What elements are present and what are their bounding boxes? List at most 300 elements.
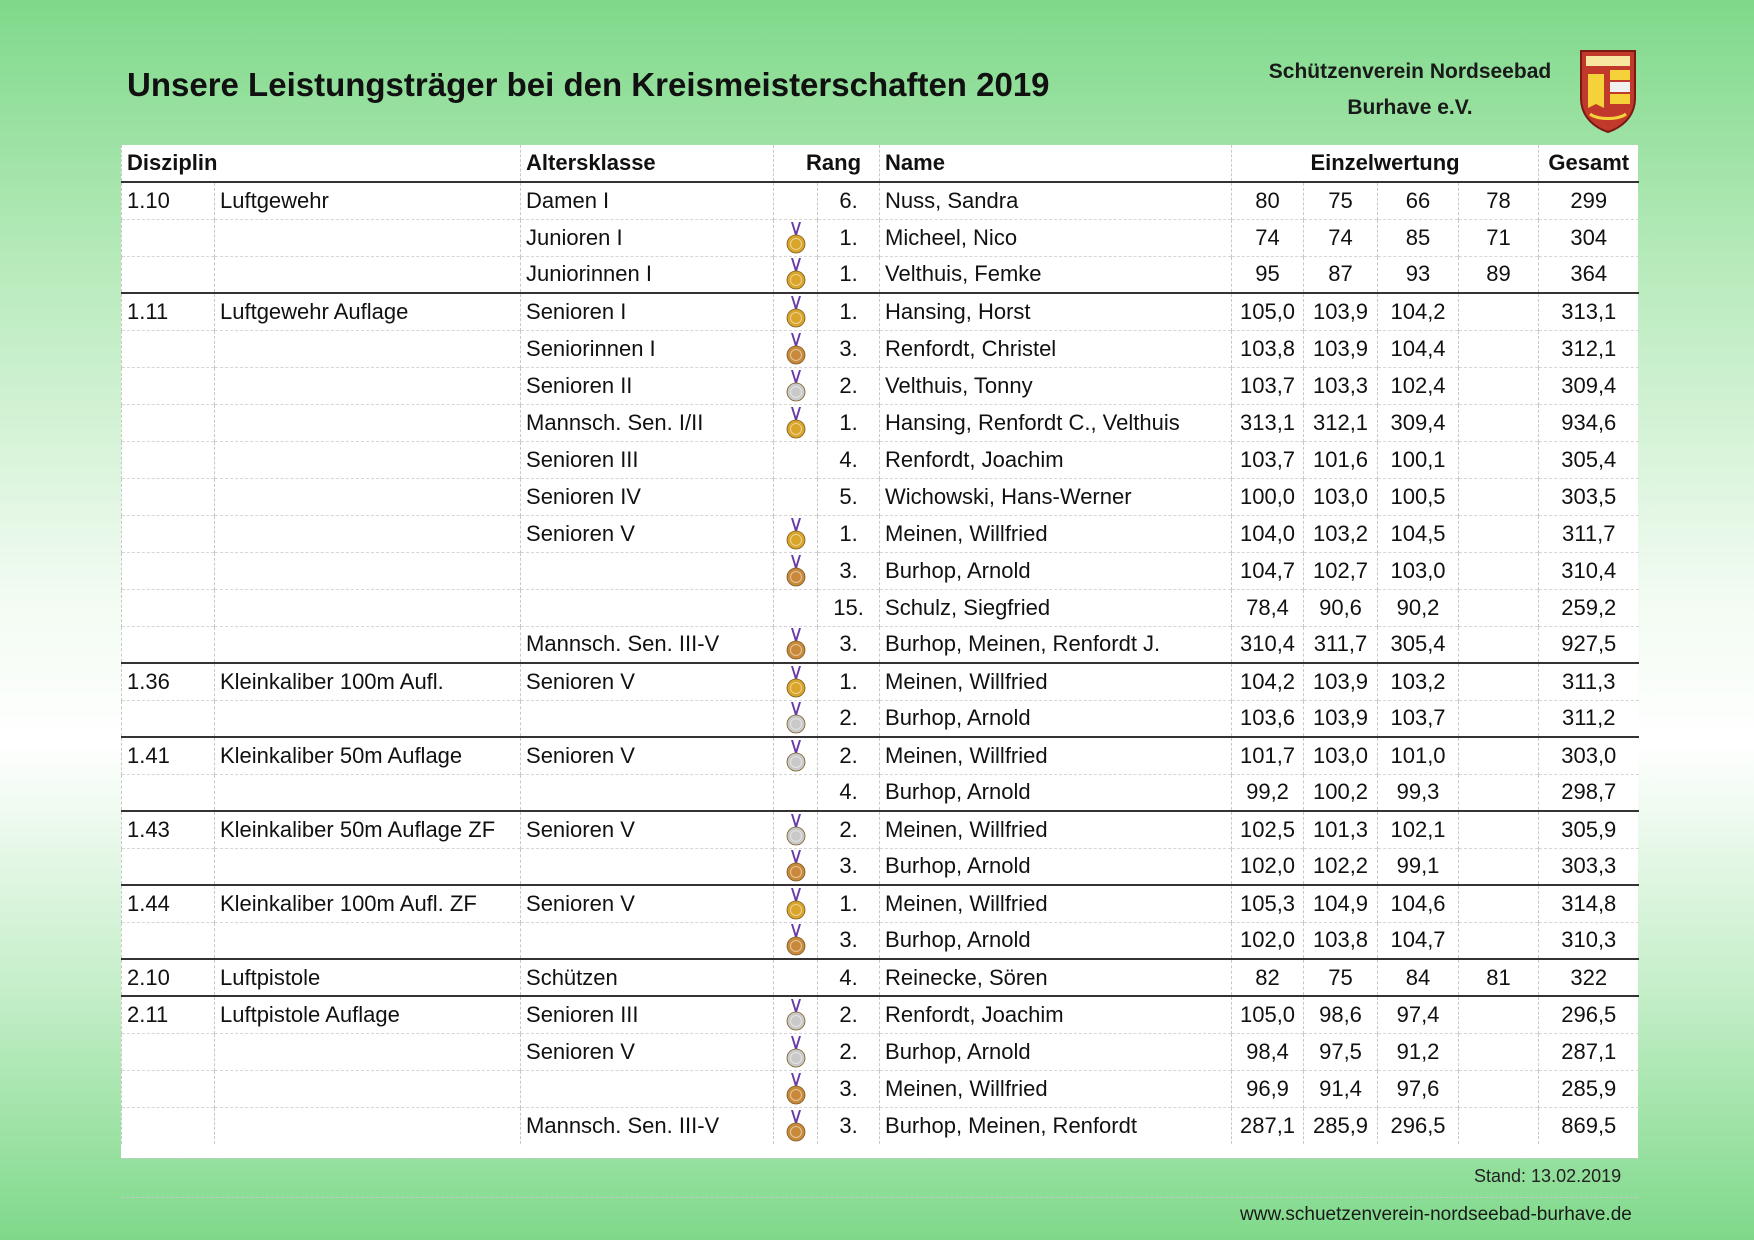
row-nr <box>122 256 215 293</box>
row-nr: 2.11 <box>122 996 215 1033</box>
row-altersklasse <box>521 922 774 959</box>
silver-medal-icon <box>786 1035 806 1069</box>
table-row <box>122 1033 1639 1070</box>
row-einzel-4 <box>1459 441 1539 478</box>
row-gesamt: 311,7 <box>1539 515 1639 552</box>
row-gesamt: 314,8 <box>1539 885 1639 922</box>
row-einzel-4 <box>1459 1033 1539 1070</box>
row-altersklasse: Senioren V <box>521 663 774 700</box>
row-gesamt: 299 <box>1539 182 1639 219</box>
row-gesamt: 303,5 <box>1539 478 1639 515</box>
row-nr <box>122 515 215 552</box>
row-name: Renfordt, Joachim <box>880 441 1232 478</box>
website-url[interactable]: www.schuetzenverein-nordseebad-burhave.de <box>1240 1204 1632 1225</box>
bronze-medal-icon <box>786 923 806 957</box>
row-einzel-1: 82 <box>1232 959 1304 996</box>
row-rang: 4. <box>818 774 880 811</box>
row-medal <box>774 404 818 441</box>
row-einzel-2: 103,9 <box>1304 700 1378 737</box>
row-rang: 1. <box>818 404 880 441</box>
row-gesamt: 303,3 <box>1539 848 1639 885</box>
row-gesamt: 311,3 <box>1539 663 1639 700</box>
club-crest-icon <box>1578 48 1638 134</box>
row-gesamt: 311,2 <box>1539 700 1639 737</box>
gold-medal-icon <box>786 665 806 699</box>
row-einzel-1: 104,2 <box>1232 663 1304 700</box>
row-rang: 3. <box>818 922 880 959</box>
row-disziplin <box>215 774 521 811</box>
row-name: Burhop, Meinen, Renfordt J. <box>880 626 1232 663</box>
row-rang: 5. <box>818 478 880 515</box>
row-name: Meinen, Willfried <box>880 737 1232 774</box>
row-altersklasse: Senioren IV <box>521 478 774 515</box>
row-rang: 1. <box>818 219 880 256</box>
row-disziplin: Kleinkaliber 100m Aufl. ZF <box>215 885 521 922</box>
row-gesamt: 309,4 <box>1539 367 1639 404</box>
row-einzel-3: 100,5 <box>1378 478 1459 515</box>
row-gesamt: 313,1 <box>1539 293 1639 330</box>
bronze-medal-icon <box>786 1072 806 1106</box>
table-row <box>122 515 1639 552</box>
row-einzel-4 <box>1459 330 1539 367</box>
row-einzel-3: 93 <box>1378 256 1459 293</box>
row-einzel-4 <box>1459 848 1539 885</box>
row-einzel-2: 97,5 <box>1304 1033 1378 1070</box>
row-einzel-1: 102,0 <box>1232 848 1304 885</box>
row-disziplin: Kleinkaliber 50m Auflage ZF <box>215 811 521 848</box>
row-name: Micheel, Nico <box>880 219 1232 256</box>
row-altersklasse: Seniorinnen I <box>521 330 774 367</box>
row-name: Meinen, Willfried <box>880 885 1232 922</box>
row-einzel-1: 103,8 <box>1232 330 1304 367</box>
row-disziplin: Luftpistole Auflage <box>215 996 521 1033</box>
row-nr <box>122 700 215 737</box>
row-rang: 2. <box>818 811 880 848</box>
row-medal <box>774 848 818 885</box>
row-altersklasse <box>521 1070 774 1107</box>
table-row <box>122 626 1639 663</box>
table-row <box>122 256 1639 293</box>
row-nr <box>122 404 215 441</box>
row-name: Meinen, Willfried <box>880 811 1232 848</box>
row-einzel-2: 103,0 <box>1304 478 1378 515</box>
row-einzel-3: 97,4 <box>1378 996 1459 1033</box>
row-medal <box>774 367 818 404</box>
row-einzel-3: 104,7 <box>1378 922 1459 959</box>
row-disziplin <box>215 1107 521 1144</box>
row-altersklasse: Schützen <box>521 959 774 996</box>
row-medal <box>774 515 818 552</box>
row-einzel-2: 87 <box>1304 256 1378 293</box>
club-name-line-2: Burhave e.V. <box>1347 96 1473 119</box>
row-name: Schulz, Siegfried <box>880 589 1232 626</box>
row-nr <box>122 589 215 626</box>
row-altersklasse: Senioren V <box>521 885 774 922</box>
row-disziplin: Kleinkaliber 100m Aufl. <box>215 663 521 700</box>
row-name: Hansing, Horst <box>880 293 1232 330</box>
row-rang: 1. <box>818 256 880 293</box>
row-altersklasse: Senioren II <box>521 367 774 404</box>
row-altersklasse: Senioren V <box>521 515 774 552</box>
table-row <box>122 700 1639 737</box>
row-medal <box>774 552 818 589</box>
row-nr: 1.43 <box>122 811 215 848</box>
row-einzel-3: 103,0 <box>1378 552 1459 589</box>
row-nr <box>122 1033 215 1070</box>
row-gesamt: 869,5 <box>1539 1107 1639 1144</box>
row-nr <box>122 1107 215 1144</box>
row-medal <box>774 256 818 293</box>
row-disziplin <box>215 589 521 626</box>
header-altersklasse: Altersklasse <box>521 145 774 182</box>
row-gesamt: 305,9 <box>1539 811 1639 848</box>
row-name: Wichowski, Hans-Werner <box>880 478 1232 515</box>
row-name: Burhop, Arnold <box>880 848 1232 885</box>
row-einzel-2: 103,8 <box>1304 922 1378 959</box>
table-row <box>122 1107 1639 1144</box>
row-einzel-3: 101,0 <box>1378 737 1459 774</box>
row-name: Meinen, Willfried <box>880 1070 1232 1107</box>
gold-medal-icon <box>786 295 806 329</box>
row-gesamt: 927,5 <box>1539 626 1639 663</box>
bronze-medal-icon <box>786 554 806 588</box>
row-disziplin <box>215 700 521 737</box>
row-medal <box>774 1070 818 1107</box>
header-einzelwertung: Einzelwertung <box>1232 145 1539 182</box>
row-rang: 3. <box>818 1107 880 1144</box>
row-nr <box>122 330 215 367</box>
row-medal <box>774 959 818 996</box>
row-name: Velthuis, Femke <box>880 256 1232 293</box>
row-name: Reinecke, Sören <box>880 959 1232 996</box>
row-name: Renfordt, Christel <box>880 330 1232 367</box>
row-einzel-1: 102,5 <box>1232 811 1304 848</box>
table-row <box>122 330 1639 367</box>
row-einzel-3: 305,4 <box>1378 626 1459 663</box>
row-altersklasse: Junioren I <box>521 219 774 256</box>
row-einzel-3: 104,5 <box>1378 515 1459 552</box>
row-disziplin <box>215 478 521 515</box>
row-disziplin <box>215 1033 521 1070</box>
row-disziplin <box>215 626 521 663</box>
row-disziplin <box>215 441 521 478</box>
row-altersklasse <box>521 774 774 811</box>
row-nr: 1.44 <box>122 885 215 922</box>
header-name: Name <box>880 145 1232 182</box>
row-rang: 2. <box>818 1033 880 1070</box>
row-nr <box>122 774 215 811</box>
row-einzel-2: 98,6 <box>1304 996 1378 1033</box>
row-gesamt: 310,3 <box>1539 922 1639 959</box>
row-name: Hansing, Renfordt C., Velthuis <box>880 404 1232 441</box>
results-table <box>121 145 1639 1144</box>
row-einzel-4 <box>1459 996 1539 1033</box>
row-name: Renfordt, Joachim <box>880 996 1232 1033</box>
row-disziplin <box>215 848 521 885</box>
row-altersklasse: Juniorinnen I <box>521 256 774 293</box>
silver-medal-icon <box>786 998 806 1032</box>
row-einzel-2: 103,9 <box>1304 330 1378 367</box>
row-rang: 3. <box>818 330 880 367</box>
row-name: Burhop, Arnold <box>880 700 1232 737</box>
row-medal <box>774 293 818 330</box>
row-rang: 2. <box>818 367 880 404</box>
row-einzel-3: 309,4 <box>1378 404 1459 441</box>
row-einzel-2: 101,3 <box>1304 811 1378 848</box>
club-name-line-1: Schützenverein Nordseebad <box>1268 60 1552 83</box>
row-gesamt: 310,4 <box>1539 552 1639 589</box>
row-einzel-2: 285,9 <box>1304 1107 1378 1144</box>
row-nr <box>122 1070 215 1107</box>
row-rang: 6. <box>818 182 880 219</box>
row-einzel-2: 90,6 <box>1304 589 1378 626</box>
row-einzel-2: 100,2 <box>1304 774 1378 811</box>
row-altersklasse <box>521 848 774 885</box>
row-einzel-1: 310,4 <box>1232 626 1304 663</box>
row-einzel-4: 81 <box>1459 959 1539 996</box>
row-einzel-1: 100,0 <box>1232 478 1304 515</box>
bronze-medal-icon <box>786 1109 806 1143</box>
row-einzel-3: 90,2 <box>1378 589 1459 626</box>
results-body <box>122 182 1639 1144</box>
row-name: Burhop, Arnold <box>880 1033 1232 1070</box>
row-disziplin <box>215 515 521 552</box>
row-name: Burhop, Arnold <box>880 552 1232 589</box>
row-altersklasse <box>521 700 774 737</box>
row-einzel-2: 103,3 <box>1304 367 1378 404</box>
table-row <box>122 1070 1639 1107</box>
club-name <box>1240 54 1580 126</box>
row-disziplin <box>215 367 521 404</box>
bronze-medal-icon <box>786 332 806 366</box>
row-einzel-2: 75 <box>1304 959 1378 996</box>
row-einzel-4 <box>1459 515 1539 552</box>
bronze-medal-icon <box>786 849 806 883</box>
row-medal <box>774 774 818 811</box>
row-einzel-3: 85 <box>1378 219 1459 256</box>
row-einzel-4 <box>1459 774 1539 811</box>
row-medal <box>774 737 818 774</box>
row-einzel-1: 103,7 <box>1232 367 1304 404</box>
row-name: Burhop, Arnold <box>880 774 1232 811</box>
row-medal <box>774 330 818 367</box>
row-medal <box>774 663 818 700</box>
row-altersklasse: Mannsch. Sen. III-V <box>521 1107 774 1144</box>
row-medal <box>774 922 818 959</box>
row-name: Burhop, Arnold <box>880 922 1232 959</box>
row-einzel-2: 102,7 <box>1304 552 1378 589</box>
table-row <box>122 996 1639 1033</box>
table-row <box>122 663 1639 700</box>
row-einzel-1: 95 <box>1232 256 1304 293</box>
row-einzel-2: 311,7 <box>1304 626 1378 663</box>
row-name: Burhop, Meinen, Renfordt <box>880 1107 1232 1144</box>
row-disziplin <box>215 404 521 441</box>
row-altersklasse <box>521 589 774 626</box>
row-rang: 15. <box>818 589 880 626</box>
row-altersklasse: Mannsch. Sen. I/II <box>521 404 774 441</box>
row-rang: 3. <box>818 1070 880 1107</box>
row-einzel-2: 103,0 <box>1304 737 1378 774</box>
row-einzel-3: 104,4 <box>1378 330 1459 367</box>
row-einzel-3: 104,2 <box>1378 293 1459 330</box>
row-einzel-1: 102,0 <box>1232 922 1304 959</box>
row-einzel-4 <box>1459 1070 1539 1107</box>
row-nr: 2.10 <box>122 959 215 996</box>
row-gesamt: 304 <box>1539 219 1639 256</box>
row-einzel-1: 101,7 <box>1232 737 1304 774</box>
row-einzel-3: 99,1 <box>1378 848 1459 885</box>
row-einzel-2: 103,2 <box>1304 515 1378 552</box>
row-einzel-1: 78,4 <box>1232 589 1304 626</box>
row-einzel-1: 80 <box>1232 182 1304 219</box>
row-gesamt: 312,1 <box>1539 330 1639 367</box>
row-rang: 2. <box>818 996 880 1033</box>
row-einzel-4 <box>1459 811 1539 848</box>
row-einzel-2: 74 <box>1304 219 1378 256</box>
row-einzel-3: 296,5 <box>1378 1107 1459 1144</box>
row-nr: 1.10 <box>122 182 215 219</box>
row-einzel-2: 91,4 <box>1304 1070 1378 1107</box>
row-medal <box>774 589 818 626</box>
row-einzel-1: 99,2 <box>1232 774 1304 811</box>
table-footer-grid <box>121 1158 1638 1198</box>
row-rang: 4. <box>818 441 880 478</box>
row-einzel-1: 287,1 <box>1232 1107 1304 1144</box>
row-disziplin <box>215 1070 521 1107</box>
bronze-medal-icon <box>786 627 806 661</box>
table-row <box>122 885 1639 922</box>
row-einzel-2: 312,1 <box>1304 404 1378 441</box>
header-gesamt: Gesamt <box>1539 145 1639 182</box>
row-disziplin <box>215 256 521 293</box>
row-gesamt: 287,1 <box>1539 1033 1639 1070</box>
row-einzel-4: 78 <box>1459 182 1539 219</box>
row-einzel-3: 104,6 <box>1378 885 1459 922</box>
table-row <box>122 404 1639 441</box>
row-gesamt: 296,5 <box>1539 996 1639 1033</box>
table-row <box>122 589 1639 626</box>
table-row <box>122 959 1639 996</box>
row-altersklasse: Senioren III <box>521 441 774 478</box>
row-gesamt: 259,2 <box>1539 589 1639 626</box>
row-medal <box>774 1107 818 1144</box>
row-einzel-4 <box>1459 404 1539 441</box>
row-medal <box>774 182 818 219</box>
row-medal <box>774 219 818 256</box>
row-medal <box>774 626 818 663</box>
row-name: Velthuis, Tonny <box>880 367 1232 404</box>
row-medal <box>774 996 818 1033</box>
row-einzel-2: 75 <box>1304 182 1378 219</box>
row-einzel-3: 102,4 <box>1378 367 1459 404</box>
row-rang: 2. <box>818 737 880 774</box>
row-rang: 3. <box>818 626 880 663</box>
silver-medal-icon <box>786 701 806 735</box>
silver-medal-icon <box>786 369 806 403</box>
row-einzel-1: 98,4 <box>1232 1033 1304 1070</box>
gold-medal-icon <box>786 887 806 921</box>
row-einzel-4 <box>1459 367 1539 404</box>
row-einzel-1: 313,1 <box>1232 404 1304 441</box>
row-einzel-3: 99,3 <box>1378 774 1459 811</box>
row-nr <box>122 922 215 959</box>
row-gesamt: 364 <box>1539 256 1639 293</box>
row-nr: 1.41 <box>122 737 215 774</box>
row-rang: 3. <box>818 552 880 589</box>
row-altersklasse: Damen I <box>521 182 774 219</box>
row-einzel-1: 103,6 <box>1232 700 1304 737</box>
row-gesamt: 298,7 <box>1539 774 1639 811</box>
row-einzel-4 <box>1459 663 1539 700</box>
row-altersklasse: Senioren V <box>521 1033 774 1070</box>
row-altersklasse: Senioren III <box>521 996 774 1033</box>
table-row <box>122 774 1639 811</box>
row-einzel-3: 91,2 <box>1378 1033 1459 1070</box>
row-einzel-3: 100,1 <box>1378 441 1459 478</box>
row-medal <box>774 1033 818 1070</box>
gold-medal-icon <box>786 221 806 255</box>
silver-medal-icon <box>786 739 806 773</box>
gold-medal-icon <box>786 257 806 291</box>
row-einzel-3: 97,6 <box>1378 1070 1459 1107</box>
row-einzel-1: 105,3 <box>1232 885 1304 922</box>
row-einzel-3: 66 <box>1378 182 1459 219</box>
row-disziplin <box>215 552 521 589</box>
row-einzel-1: 105,0 <box>1232 293 1304 330</box>
row-einzel-2: 104,9 <box>1304 885 1378 922</box>
row-gesamt: 285,9 <box>1539 1070 1639 1107</box>
row-gesamt: 322 <box>1539 959 1639 996</box>
row-einzel-3: 102,1 <box>1378 811 1459 848</box>
table-row <box>122 293 1639 330</box>
row-rang: 1. <box>818 885 880 922</box>
row-einzel-1: 96,9 <box>1232 1070 1304 1107</box>
header-rang: Rang <box>774 145 880 182</box>
row-einzel-1: 105,0 <box>1232 996 1304 1033</box>
row-rang: 4. <box>818 959 880 996</box>
row-medal <box>774 478 818 515</box>
row-einzel-4 <box>1459 737 1539 774</box>
row-nr: 1.36 <box>122 663 215 700</box>
table-row <box>122 441 1639 478</box>
stand-date: Stand: 13.02.2019 <box>1474 1166 1622 1186</box>
table-row <box>122 922 1639 959</box>
table-row <box>122 182 1639 219</box>
row-name: Nuss, Sandra <box>880 182 1232 219</box>
row-medal <box>774 441 818 478</box>
row-altersklasse: Senioren I <box>521 293 774 330</box>
table-row <box>122 552 1639 589</box>
row-einzel-4 <box>1459 885 1539 922</box>
table-row <box>122 737 1639 774</box>
row-nr <box>122 219 215 256</box>
row-einzel-2: 103,9 <box>1304 663 1378 700</box>
row-einzel-4 <box>1459 626 1539 663</box>
row-nr: 1.11 <box>122 293 215 330</box>
table-row <box>122 811 1639 848</box>
row-einzel-4 <box>1459 293 1539 330</box>
silver-medal-icon <box>786 813 806 847</box>
row-altersklasse <box>521 552 774 589</box>
row-medal <box>774 811 818 848</box>
row-gesamt: 934,6 <box>1539 404 1639 441</box>
row-einzel-1: 104,0 <box>1232 515 1304 552</box>
table-row <box>122 219 1639 256</box>
row-rang: 1. <box>818 293 880 330</box>
header-disziplin: Disziplin <box>122 145 521 182</box>
row-altersklasse: Senioren V <box>521 811 774 848</box>
